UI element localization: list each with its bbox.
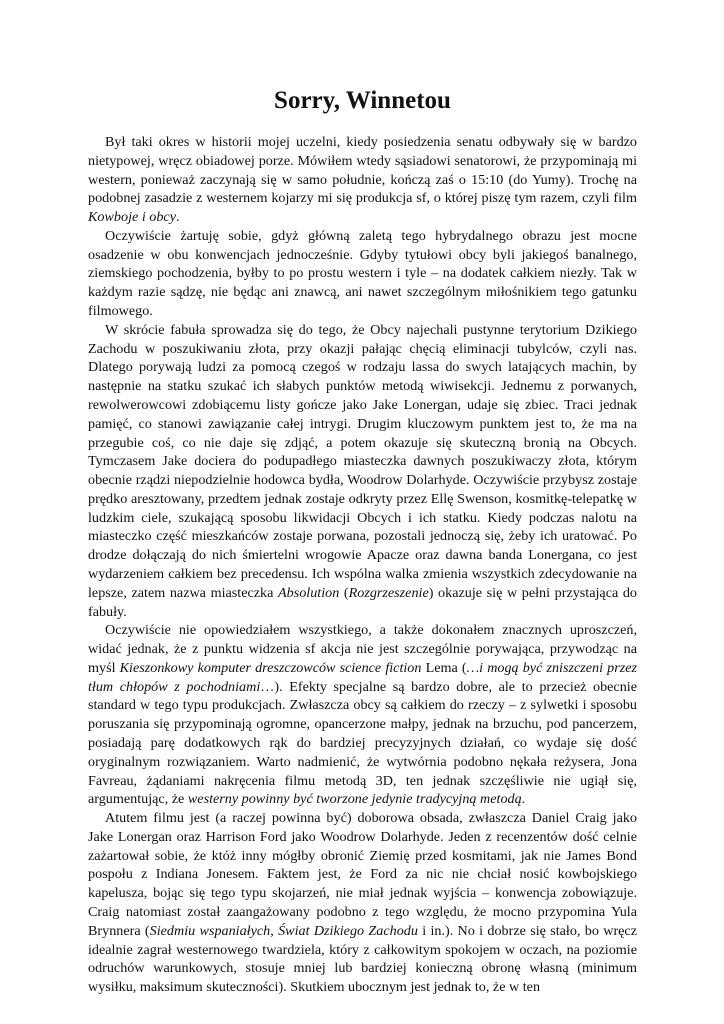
paragraph-text: ) okazuje się w pełni przystająca do fabuły. [88, 584, 638, 620]
paragraph [88, 133, 637, 227]
italic-title-span: Siedmiu wspaniałych [149, 922, 271, 939]
paragraph-text: Oczywiście żartuję sobie, gdyż główną zaletą tego hybrydalnego obrazu jest mocne osadzenie w obu konwencjach jednocześnie. Gdyby tytułowi obcy byli jakiegoś banalnego, ziemskiego pochodzenia, byłby to po prostu western i tyle – na dodatek całkiem niezły. Tak w każdym razie sądzę, nie będąc ani znawcą, ani nawet szczególnym miłośnikiem tego gatunku filmowego. [88, 227, 637, 320]
paragraph-text: ( [339, 584, 349, 601]
paragraph [88, 227, 637, 321]
paragraph-text: …). Efekty specjalne są bardzo dobre, ale to przecież obecnie standard w tego typu produkcjach. Zwłaszcza obcy są całkiem do rzeczy – z sylwetki i sposobu poruszania się przypominają ogromne, opancerzone małpy, jednak na brzuchu, pod pancerzem, posiadają parę dodatkowych rąk do bardziej precyzyjnych działań, co wydaje się dość oryginalnym rozwiązaniem. Warto nadmienić, że wytwórnia podobno nękała reżysera, Jona Favreau, żądaniami nakręcenia filmu metodą 3D, ten jednak szczęśliwie nie ugiął się, argumentując, że [88, 678, 637, 808]
italic-title-span: Kowboje i obcy [88, 209, 176, 226]
italic-title-span: Rozgrzeszenie [348, 584, 429, 601]
paragraph [88, 321, 637, 622]
paragraph-text: Atutem filmu jest (a raczej powinna być) doborowa obsada, zwłaszcza Daniel Craig jako Jake Lonergan oraz Harrison Ford jako Woodrow Dolarhyde. Jeden z recenzentów dość celnie zażartował sobie, że któż inny mógłby obronić Ziemię przed kosmitami, jak nie James Bond pospołu z Indiana Jonesem. Faktem jest, że Ford za nic nie chciał nosić kowbojskiego kapelusza, bojąc się tego typu skojarzeń, nie miał jednak wyjścia – konwencja zobowiązuje. Craig natomiast został zaangażowany podobno z tego względu, że mocno przypomina Yula Brynnera ( [88, 810, 637, 939]
article-title: Sorry, Winnetou [274, 87, 451, 114]
italic-title-span: Kieszonkowy komputer dreszczowców science fiction [119, 659, 422, 676]
italic-title-span: …i mogą być zniszczeni przez tłum chłopów z pochodniami [88, 659, 637, 695]
italic-title-span: westerny powinny być tworzone jedynie tradycyjną metodą [187, 791, 522, 808]
paragraph-text: , [270, 922, 279, 939]
paragraph-text: . [175, 209, 180, 226]
italic-title-span: Świat Dzikiego Zachodu [278, 922, 418, 939]
document-page [88, 86, 637, 997]
italic-title-span: Absolution [278, 584, 340, 601]
paragraph-text: Oczywiście nie opowiedziałem wszystkiego, a także dokonałem znacznych uproszczeń, widać jednak, że z punktu widzenia sf akcja nie jest szczególnie porywająca, przywodząc na myśl [88, 622, 637, 676]
paragraph-text: i in.). No i dobrze się stało, bo wręcz idealnie zagrał westernowego twardziela, który z całkowitym spokojem w oczach, na poziomie odruchów warunkowych, stosuje mniej lub bardziej konieczną obronę własną (minimum wysiłku, maksimum skuteczności). Skutkiem ubocznym jest jednak to, że w ten [88, 922, 637, 996]
paragraph-text: Był taki okres w historii mojej uczelni, kiedy posiedzenia senatu odbywały się w bardzo nietypowej, wręcz obiadowej porze. Mówiłem wtedy sąsiadowi senatorowi, że przypominają mi western, ponieważ zaczynają się w samo południe, kończą zaś o 15:10 (do Yumy). Trochę na podobnej zasadzie z westernem kojarzy mi się produkcja sf, o której piszę tym razem, czyli film [88, 134, 637, 207]
paragraph-text: Lema ( [421, 659, 467, 676]
article-body [88, 133, 637, 997]
paragraph-text: W skrócie fabuła sprowadza się do tego, że Obcy najechali pustynne terytorium Dzikiego Zachodu w poszukiwaniu złota, przy okazji pałając chęcią eliminacji tubylców, czyli nas. Dlatego porywają ludzi za pomocą czegoś w rodzaju lassa do swych latających machin, by następnie na statku szukać ich słabych punktów metodą wiwisekcji. Jednemu z porwanych, rewolwerowcowi zdobiącemu listy gończe jako Jake Lonergan, udaje się zbiec. Traci jednak pamięć, co stanowi zawiązanie całej intrygi. Drugim kluczowym punktem jest to, że ma na przegubie coś, co nie daje się zdjąć, a potem okazuje się skuteczną bronią na Obcych. Tymczasem Jake dociera do podupadłego miasteczka dawnych poszukiwaczy złota, którym obecnie rządzi niepodzielnie hodowca bydła, Woodrow Dolarhyde. Oczywiście przybysz zostaje prędko aresztowany, przedtem jednak zostaje odkryty przez Ellę Swenson, kosmitkę-telepatkę w ludzkim ciele, szukającą sposobu likwidacji Obcych i ich statku. Kiedy podczas nalotu na miasteczko część mieszkańców zostaje porwana, pozostali jednoczą się, żeby ich uratować. Po drodze dołączają do nich śmiertelni wrogowie Apacze oraz dawna banda Lonergana, co jest wydarzeniem całkiem bez precedensu. Ich wspólna walka zmienia wszystkich zdecydowanie na lepsze, zatem nazwa miasteczka [88, 321, 637, 601]
paragraph [88, 621, 637, 809]
paragraph [88, 809, 637, 997]
paragraph-text: . [521, 791, 526, 808]
